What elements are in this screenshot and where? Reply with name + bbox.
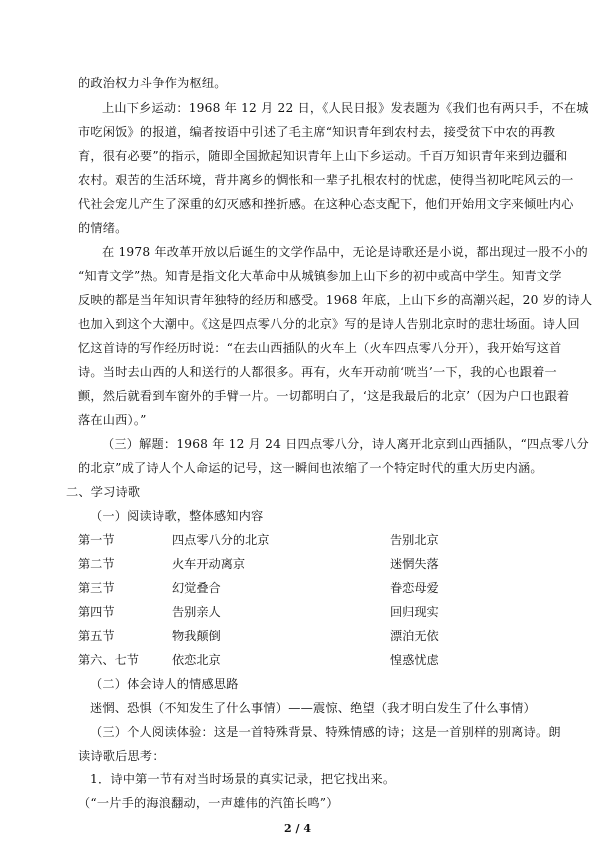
content-cell: 火车开动离京 (172, 557, 246, 571)
content-cell: 告别亲人 (172, 605, 221, 619)
section-cell: 第四节 (78, 605, 115, 619)
text-line: 诗。当时去山西的人和送行的人都很多。再有，火车开动前‘咣当’一下，我的心也跟着一 (78, 365, 557, 379)
table-row (78, 556, 538, 572)
page-number: 2 / 4 (284, 822, 311, 835)
answer-line: （“一片手的海浪翻动，一声雄伟的汽笛长鸣”） (78, 796, 339, 810)
text-line: 也加入到这个大潮中。《这是四点零八分的北京》写的是诗人告别北京时的悲壮场面。诗人回 (78, 317, 580, 331)
text-line: 市吃闲饭》的报道，编者按语中引述了毛主席“知识青年到农村去，接受贫下中农的再教 (78, 125, 556, 139)
table-row (78, 580, 538, 596)
subheading: （二）体会诗人的情感思路 (90, 677, 239, 691)
feeling-cell: 回归现实 (390, 605, 439, 619)
section-cell: 第二节 (78, 557, 115, 571)
subheading: （一）阅读诗歌，整体感知内容 (90, 509, 264, 523)
text-line: “知青文学”热。知青是指文化大革命中从城镇参加上山下乡的初中或高中学生。知青文学 (78, 269, 562, 283)
text-line: 农村。艰苦的生活环境，背井离乡的惆怅和一辈子扎根农村的忧虑，使得当初叱咤风云的一 (78, 173, 574, 187)
text-line: 在 1978 年改革开放以后诞生的文学作品中，无论是诗歌还是小说，都出现过一股不小的 (102, 245, 588, 259)
text-line: 读诗歌后思考： (78, 749, 165, 763)
text-line: 反映的都是当年知识青年独特的经历和感受。1968 年底，上山下乡的高潮兴起，20 岁的诗人 (78, 293, 593, 307)
text-line: 上山下乡运动：1968 年 12 月 22 日，《人民日报》发表题为《我们也有两只手，不在城 (102, 101, 589, 115)
section-cell: 第五节 (78, 629, 115, 643)
text-line: 颤，然后就看到车窗外的手臂一片。一切都明白了，‘这是我最后的北京’（因为户口也跟着 (78, 389, 570, 403)
text-line: 的情绪。 (78, 221, 128, 235)
question-line: 1．诗中第一节有对当时场景的真实记录，把它找出来。 (90, 772, 396, 786)
text-line: （三）个人阅读体验：这是一首特殊背景、特殊情感的诗；这是一首别样的别离诗。朗 (90, 725, 561, 739)
content-cell: 物我颠倒 (172, 629, 221, 643)
text-line: 的北京”成了诗人个人命运的记号，这一瞬间也浓缩了一个特定时代的重大历史内涵。 (78, 461, 543, 475)
section-heading: 二、学习诗歌 (66, 485, 141, 499)
table-row (78, 652, 538, 668)
text-line: 代社会宠儿产生了深重的幻灭感和挫折感。在这种心态支配下，他们开始用文字来倾吐内心 (78, 197, 574, 211)
content-cell: 依恋北京 (172, 653, 221, 667)
section-cell: 第一节 (78, 533, 115, 547)
feeling-cell: 眷恋母爱 (390, 581, 439, 595)
feeling-cell: 迷惘失落 (390, 557, 439, 571)
table-row (78, 532, 538, 548)
feeling-cell: 惶惑忧虑 (390, 653, 439, 667)
content-cell: 幻觉叠合 (172, 581, 221, 595)
feeling-cell: 告别北京 (390, 533, 439, 547)
text-line: 的政治权力斗争作为枢纽。 (78, 76, 227, 90)
table-row (78, 628, 538, 644)
text-line: 迷惘、恐惧（不知发生了什么事情）——震惊、绝望（我才明白发生了什么事情） (90, 701, 536, 715)
text-line: 育，很有必要”的指示，随即全国掀起知识青年上山下乡运动。千百万知识青年来到边疆和 (78, 149, 568, 163)
content-cell: 四点零八分的北京 (172, 533, 270, 547)
text-line: 忆这首诗的写作经历时说：“在去山西插队的火车上（火车四点零八分开），我开始写这首 (78, 341, 562, 355)
table-row (78, 604, 538, 620)
feeling-cell: 漂泊无依 (390, 629, 439, 643)
section-cell: 第六、七节 (78, 653, 139, 667)
text-line: （三）解题：1968 年 12 月 24 日四点零八分，诗人离开北京到山西插队，“四点零八分 (102, 437, 589, 451)
text-line: 落在山西）。” (78, 413, 147, 427)
section-cell: 第三节 (78, 581, 115, 595)
